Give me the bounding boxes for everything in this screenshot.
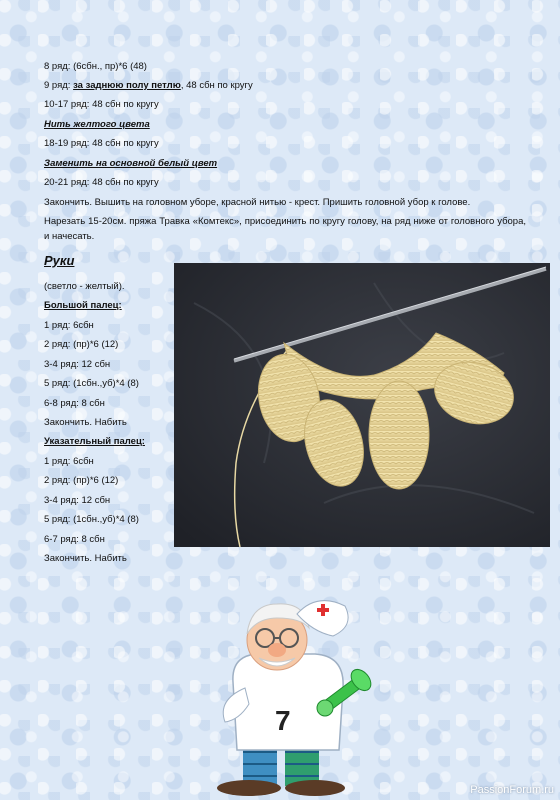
thumb-row: 2 ряд: (пр)*6 (12) <box>44 339 119 350</box>
index-row: 2 ряд: (пр)*6 (12) <box>44 475 119 486</box>
white-thread-note: Заменить на основной белый цвет <box>44 158 218 169</box>
yellow-thread-note: Нить желтого цвета <box>44 119 150 130</box>
thumb-row: 5 ряд: (1сбн.,уб)*4 (8) <box>44 378 139 389</box>
page-number: 7 <box>275 705 291 736</box>
hair-paragraph: Нарезать 15-20см. пряжа Травка «Комтекс», присоединить по кругу голову, на ряд ниже от головного убора, и начесать. <box>44 216 526 242</box>
color-note: (светло - желтый). <box>44 281 125 292</box>
index-row: 1 ряд: 6сбн <box>44 456 94 467</box>
section-title: Руки <box>44 253 75 268</box>
row-9: 9 ряд: за заднюю полу петлю, 48 сбн по кругу <box>44 80 253 91</box>
index-row: 6-7 ряд: 8 сбн <box>44 534 105 545</box>
index-row: 5 ряд: (1сбн.,уб)*4 (8) <box>44 514 139 525</box>
row-8: 8 ряд: (6сбн., пр)*6 (48) <box>44 61 147 72</box>
row-10-17: 10-17 ряд: 48 сбн по кругу <box>44 99 159 110</box>
doctor-cartoon-illustration <box>205 592 375 797</box>
thumb-row: 1 ряд: 6сбн <box>44 320 94 331</box>
index-row: Закончить. Набить <box>44 553 127 564</box>
watermark: PassionForum.ru <box>470 784 554 796</box>
row-20-21: 20-21 ряд: 48 сбн по кругу <box>44 177 159 188</box>
row-18-19: 18-19 ряд: 48 сбн по кругу <box>44 138 159 149</box>
index-title: Указательный палец: <box>44 436 145 447</box>
finish-paragraph: Закончить. Вышить на головном уборе, красной нитью - крест. Пришить головной убор к голове. <box>44 197 471 208</box>
thumb-title: Большой палец: <box>44 300 122 311</box>
index-row: 3-4 ряд: 12 сбн <box>44 495 111 506</box>
thumb-row: 6-8 ряд: 8 сбн <box>44 398 105 409</box>
thumb-row: Закончить. Набить <box>44 417 127 428</box>
thumb-row: 3-4 ряд: 12 сбн <box>44 359 111 370</box>
crochet-hand-photo <box>174 263 550 547</box>
